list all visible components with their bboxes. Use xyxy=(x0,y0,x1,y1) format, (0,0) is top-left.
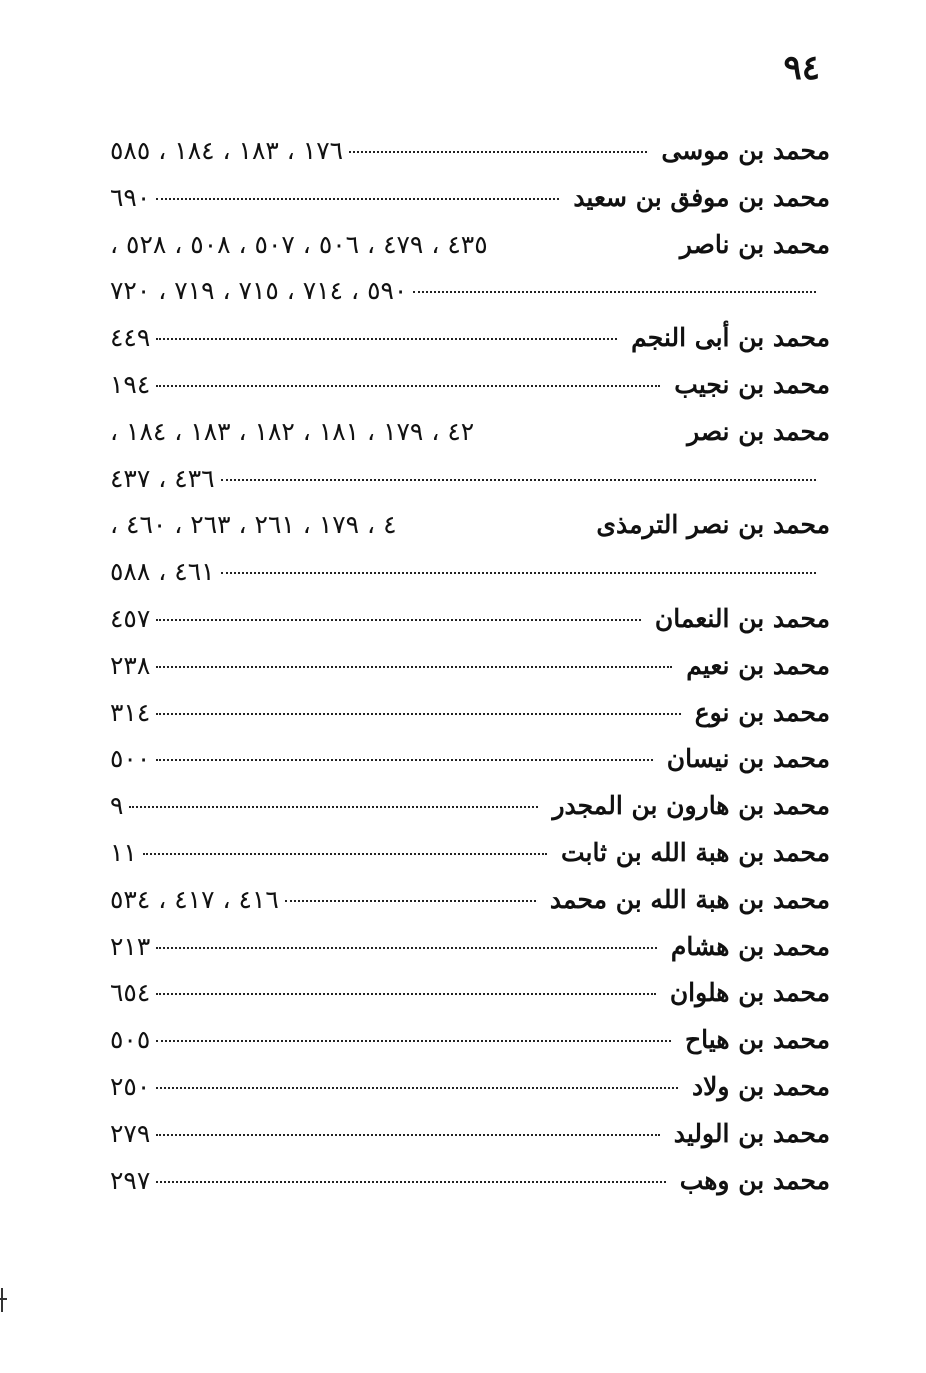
entry-pages: ٥٠٠ xyxy=(110,744,151,774)
entry-pages: ٤٢ ، ١٧٩ ، ١٨١ ، ١٨٢ ، ١٨٣ ، ١٨٤ ، xyxy=(110,416,475,446)
entry-pages: ٢٧٩ xyxy=(110,1118,151,1148)
dot-leader xyxy=(156,1087,678,1089)
entry-name: محمد بن هشام xyxy=(670,931,830,961)
dot-leader xyxy=(349,151,647,153)
entry-name: محمد بن ناصر xyxy=(679,229,830,259)
index-entry xyxy=(110,744,830,791)
dot-leader xyxy=(156,338,617,340)
entry-name: محمد بن الوليد xyxy=(673,1118,830,1148)
entry-pages: ٩ xyxy=(110,791,124,821)
entry-pages: ٤٦١ ، ٥٨٨ xyxy=(110,557,215,587)
index-list xyxy=(110,136,830,1212)
entry-pages: ٢٥٠ xyxy=(110,1071,151,1101)
entry-name: محمد بن نعيم xyxy=(686,650,830,680)
entry-name: محمد بن النعمان xyxy=(654,603,830,633)
entry-pages: ١١ xyxy=(110,837,137,867)
entry-name: محمد بن نيسان xyxy=(666,744,830,774)
entry-name: محمد بن هارون بن المجدر xyxy=(552,791,830,821)
dot-leader xyxy=(156,993,656,995)
page-number: ٩٤ xyxy=(783,48,820,88)
entry-pages: ٥٠٥ xyxy=(110,1025,151,1055)
entry-name: محمد بن موفق بن سعيد xyxy=(573,182,830,212)
index-entry xyxy=(110,1072,830,1119)
index-entry xyxy=(110,183,830,230)
entry-name: محمد بن نجيب xyxy=(674,369,830,399)
dot-leader xyxy=(156,619,641,621)
dot-leader xyxy=(156,713,680,715)
entry-pages: ٦٥٤ xyxy=(110,978,151,1008)
entry-pages: ٤ ، ١٧٩ ، ٢٦١ ، ٢٦٣ ، ٤٦٠ ، xyxy=(110,510,397,540)
entry-pages: ٤٥٧ xyxy=(110,603,151,633)
index-entry xyxy=(110,885,830,932)
page-edge-mark xyxy=(0,1288,8,1312)
index-entry xyxy=(110,838,830,885)
dot-leader xyxy=(156,385,660,387)
dot-leader xyxy=(413,291,816,293)
dot-leader xyxy=(285,900,536,902)
dot-leader xyxy=(156,759,652,761)
index-entry xyxy=(110,791,830,838)
index-entry xyxy=(110,604,830,651)
entry-pages: ٦٩٠ xyxy=(110,182,151,212)
index-entry xyxy=(110,978,830,1025)
entry-name: محمد بن هلوان xyxy=(669,978,830,1008)
index-entry xyxy=(110,136,830,183)
entry-name: محمد بن أبى النجم xyxy=(631,323,830,353)
entry-name: محمد بن نصر الترمذى xyxy=(596,510,830,540)
dot-leader xyxy=(221,572,816,574)
index-entry xyxy=(110,323,830,370)
entry-name: محمد بن هياح xyxy=(685,1025,830,1055)
dot-leader xyxy=(156,947,657,949)
entry-pages: ٢١٣ xyxy=(110,931,151,961)
entry-name: محمد بن نوع xyxy=(694,697,830,727)
entry-pages: ٢٣٨ xyxy=(110,650,151,680)
index-entry xyxy=(110,370,830,417)
index-entry xyxy=(110,698,830,745)
dot-leader xyxy=(156,198,559,200)
entry-name: محمد بن موسى xyxy=(661,136,830,165)
dot-leader xyxy=(143,853,547,855)
index-entry-continuation xyxy=(110,276,830,323)
entry-pages: ٤١٦ ، ٤١٧ ، ٥٣٤ xyxy=(110,884,279,914)
entry-pages: ٤٤٩ xyxy=(110,323,151,353)
entry-name: محمد بن وهب xyxy=(679,1165,830,1195)
entry-name: محمد بن نصر xyxy=(687,416,830,446)
dot-leader xyxy=(156,666,672,668)
entry-pages: ٤٣٥ ، ٤٧٩ ، ٥٠٦ ، ٥٠٧ ، ٥٠٨ ، ٥٢٨ ، xyxy=(110,229,488,259)
entry-name: محمد بن هبة الله بن محمد xyxy=(549,884,830,914)
index-entry xyxy=(110,932,830,979)
index-entry-continuation xyxy=(110,557,830,604)
index-entry xyxy=(110,1119,830,1166)
index-entry xyxy=(110,1166,830,1213)
dot-leader xyxy=(156,1040,671,1042)
index-entry xyxy=(110,510,830,557)
entry-pages: ١٩٤ xyxy=(110,369,151,399)
index-entry xyxy=(110,651,830,698)
dot-leader xyxy=(156,1134,659,1136)
entry-pages: ٥٩٠ ، ٧١٤ ، ٧١٥ ، ٧١٩ ، ٧٢٠ xyxy=(110,276,408,306)
entry-pages: ٢٩٧ xyxy=(110,1165,151,1195)
entry-name: محمد بن هبة الله بن ثابت xyxy=(560,837,830,867)
dot-leader xyxy=(129,806,538,808)
entry-name: محمد بن ولاد xyxy=(692,1071,830,1101)
dot-leader xyxy=(221,479,816,481)
index-entry xyxy=(110,1025,830,1072)
index-entry-continuation xyxy=(110,464,830,511)
entry-pages: ٣١٤ xyxy=(110,697,151,727)
index-entry xyxy=(110,230,830,277)
entry-pages: ٤٣٦ ، ٤٣٧ xyxy=(110,463,215,493)
index-entry xyxy=(110,417,830,464)
dot-leader xyxy=(156,1181,665,1183)
entry-pages: ١٧٦ ، ١٨٣ ، ١٨٤ ، ٥٨٥ xyxy=(110,136,344,165)
